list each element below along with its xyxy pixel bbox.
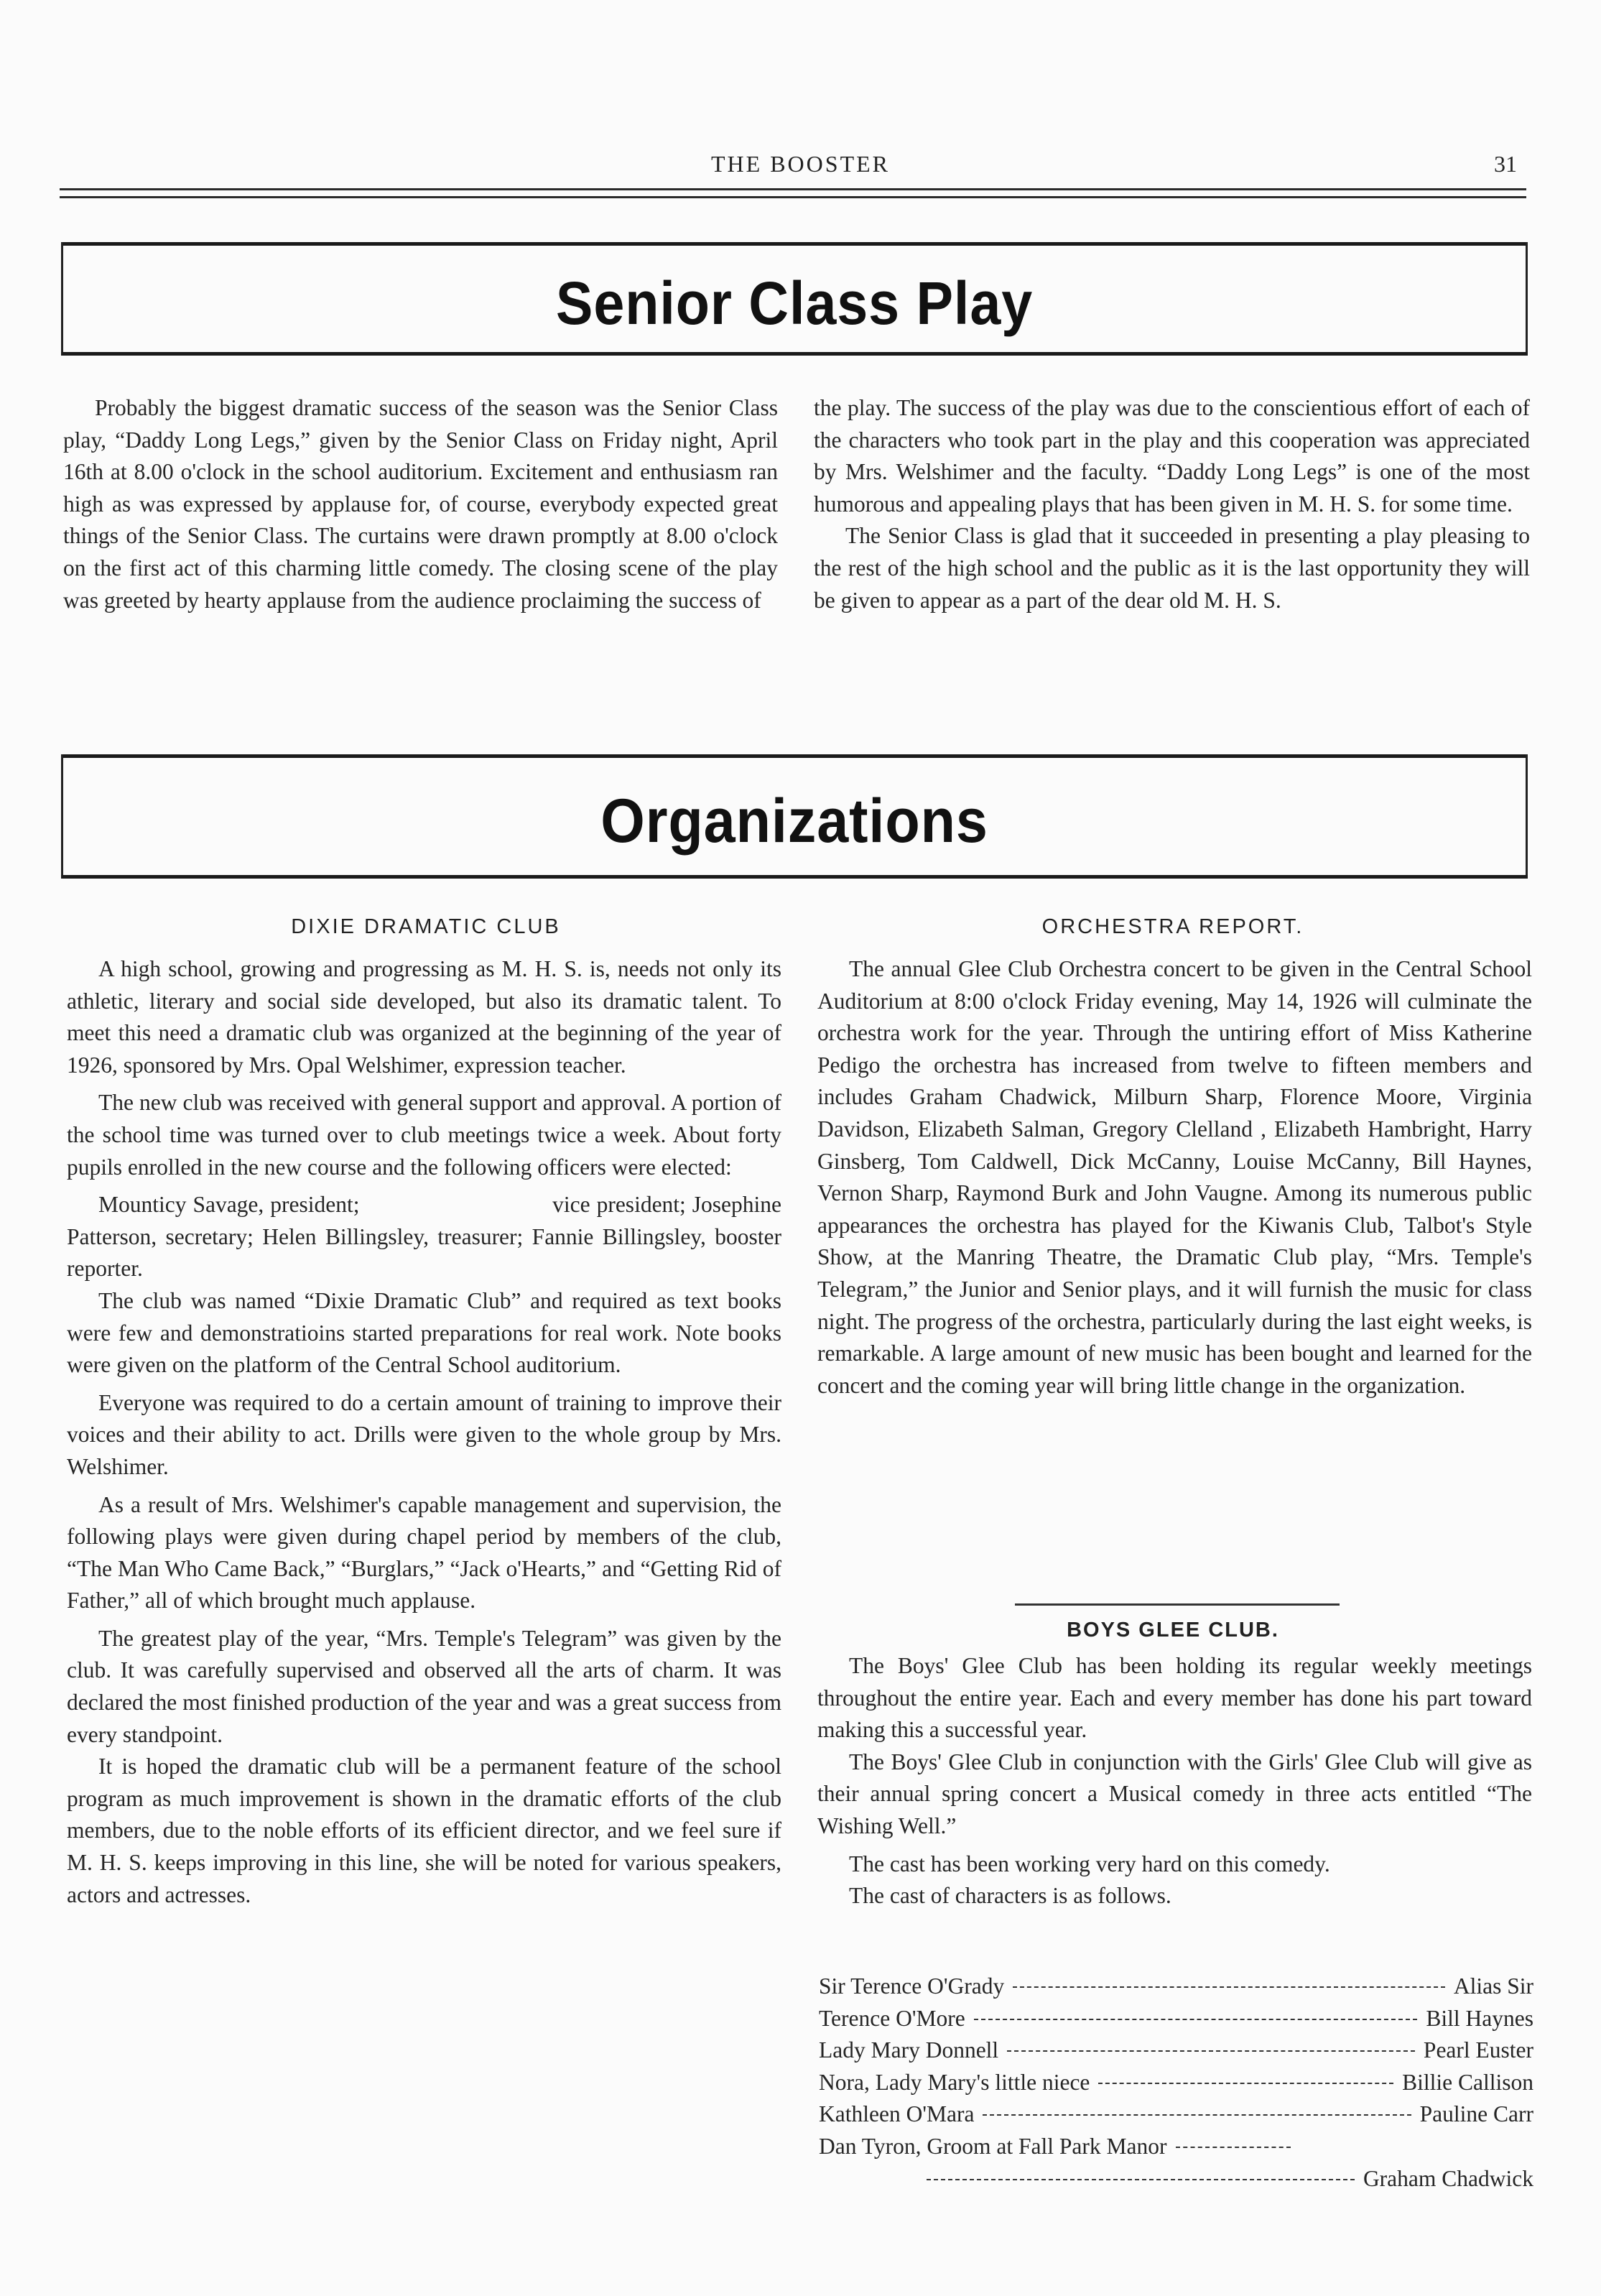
title-box-bottom-rule bbox=[61, 352, 1528, 356]
cast-actor: Billie Callison bbox=[1402, 2069, 1533, 2095]
cast-row bbox=[819, 2003, 1533, 2035]
cast-list bbox=[819, 1971, 1533, 2195]
title-box-top-rule bbox=[63, 242, 1526, 246]
cast-character: Lady Mary Donnell bbox=[819, 2037, 999, 2063]
club-paragraph: The greatest play of the year, “Mrs. Temple's Telegram” was given by the club. It was carefully supervised and observed all the arts of charm. It was declared the most finished production of the year and was a great success from every standpoint. bbox=[67, 1625, 781, 1747]
organizations-title: Organizations bbox=[600, 787, 988, 856]
club-paragraph: The club was named “Dixie Dramatic Club” and required as text books were few and demonstratioins started preparations for real work. Note books were given on the platform of the Central School auditorium. bbox=[67, 1287, 781, 1378]
club-paragraph: A high school, growing and progressing as M. H. S. is, needs not only its athletic, literary and social side developed, but also its dramatic talent. To meet this need a dramatic club was organized at the beginning of the year of 1926, sponsored by Mrs. Opal Welshimer, expression teacher. bbox=[67, 956, 781, 1078]
boys-glee-club-heading: BOYS GLEE CLUB. bbox=[1067, 1619, 1279, 1642]
cast-character: Nora, Lady Mary's little niece bbox=[819, 2069, 1090, 2095]
orchestra-report-text bbox=[817, 953, 1532, 1402]
cast-character: Sir Terence O'Grady bbox=[819, 1973, 1005, 1999]
glee-paragraph: The Boys' Glee Club in conjunction with the Girls' Glee Club will give as their annual spring concert a Musical comedy in three acts entitled “The Wishing Well.” bbox=[817, 1749, 1532, 1838]
cast-row bbox=[819, 2035, 1533, 2067]
cast-actor: Pauline Carr bbox=[1419, 2101, 1533, 2127]
boys-glee-club-text bbox=[817, 1650, 1532, 1912]
officers-paragraph: Mounticy Savage, president; vice president; Josephine Patterson, secretary; Helen Billingsley, treasurer; Fannie Billingsley, booster reporter. bbox=[67, 1192, 787, 1282]
senior-play-paragraph: the play. The success of the play was due to the conscientious effort of each of the characters who took part in the play and this cooperation was appreciated by Mrs. Welshimer and the faculty. “Daddy Long Legs” is one of the most humorous and appealing plays that has been given in M. H. S. for some time. bbox=[814, 395, 1530, 517]
senior-class-play-title-box bbox=[61, 242, 1528, 354]
header-rule-top bbox=[60, 188, 1526, 190]
leader-dots bbox=[974, 2019, 1418, 2020]
leader-dots bbox=[1007, 2050, 1415, 2052]
club-paragraph: The new club was received with general support and approval. A portion of the school time was turned over to club meetings twice a week. About forty pupils enrolled in the new course and the following officers were elected: bbox=[67, 1090, 781, 1180]
cast-actor: Graham Chadwick bbox=[1363, 2165, 1533, 2191]
leader-dots bbox=[927, 2179, 1355, 2180]
page-number: 31 bbox=[1494, 151, 1517, 177]
cast-row bbox=[819, 2098, 1533, 2131]
dixie-dramatic-club-heading: DIXIE DRAMATIC CLUB bbox=[291, 915, 561, 938]
cast-character: Dan Tyron, Groom at Fall Park Manor bbox=[819, 2133, 1167, 2159]
glee-paragraph: The cast of characters is as follows. bbox=[849, 1883, 1171, 1909]
glee-paragraph: The Boys' Glee Club has been holding its regular weekly meetings throughout the entire year. Each and every member has done his part toward making this a successful year. bbox=[817, 1653, 1532, 1743]
senior-play-paragraph: Probably the biggest dramatic success of the season was the Senior Class play, “Daddy Long Legs,” given by the Senior Class on Friday night, April 16th at 8.00 o'clock in the school auditorium. Excitement and enthusiasm ran high as was expressed by applause for, of course, everybody expected great things of the Senior Class. The curtains were drawn promptly at 8.00 o'clock on the first act of this charming little comedy. The closing scene of the play was greeted by hearty applause from the audience proclaiming the success of bbox=[63, 395, 778, 613]
cast-actor: Pearl Euster bbox=[1423, 2037, 1533, 2063]
senior-class-play-left-column bbox=[63, 392, 778, 616]
dixie-dramatic-club-text bbox=[67, 953, 787, 1911]
club-paragraph: Everyone was required to do a certain amount of training to improve their voices and their ability to act. Drills were given to the whole group by Mrs. Welshimer. bbox=[67, 1389, 781, 1479]
header-rule-bottom bbox=[60, 196, 1526, 198]
cast-row bbox=[819, 2163, 1533, 2195]
organizations-title-box bbox=[61, 754, 1528, 876]
leader-dots bbox=[983, 2114, 1411, 2116]
title-box-bottom-rule bbox=[61, 875, 1528, 879]
orchestra-report-heading: ORCHESTRA REPORT. bbox=[1041, 915, 1304, 938]
leader-dots bbox=[1176, 2147, 1291, 2148]
cast-row bbox=[819, 2067, 1533, 2099]
senior-play-paragraph: The Senior Class is glad that it succeeded in presenting a play pleasing to the rest of the high school and the public as it is the last opportunity they will be given to appear as a part of the dear old M. H. S. bbox=[814, 523, 1530, 613]
title-box-top-rule bbox=[63, 754, 1526, 758]
leader-dots bbox=[1098, 2083, 1393, 2084]
cast-character: Terence O'More bbox=[819, 2005, 965, 2031]
running-title: THE BOOSTER bbox=[711, 151, 890, 177]
section-separator bbox=[1015, 1603, 1340, 1606]
senior-class-play-title: Senior Class Play bbox=[555, 269, 1034, 337]
cast-character: Kathleen O'Mara bbox=[819, 2101, 975, 2127]
cast-actor: Bill Haynes bbox=[1426, 2005, 1533, 2031]
glee-paragraph: The cast has been working very hard on this comedy. bbox=[849, 1851, 1330, 1876]
senior-class-play-right-column bbox=[814, 392, 1530, 616]
cast-actor: Alias Sir bbox=[1453, 1973, 1533, 1999]
club-paragraph: It is hoped the dramatic club will be a permanent feature of the school program as much improvement is shown in the dramatic efforts of the club members, due to the noble efforts of its efficient director, and we feel sure if M. H. S. keeps improving in this line, she will be noted for various speakers, actors and actresses. bbox=[67, 1754, 781, 1907]
orchestra-paragraph: The annual Glee Club Orchestra concert to be given in the Central School Auditorium at 8:00 o'clock Friday evening, May 14, 1926 will culminate the orchestra work for the year. Through the untiring effort of Miss Katherine Pedigo the orchestra has increased from twelve to fifteen members and includes Graham Chadwick, Milburn Sharp, Florence Moore, Virginia Davidson, Elizabeth Salman, Gregory Clelland , Elizabeth Hambright, Harry Ginsberg, Tom Caldwell, Dick McCanny, Louise McCanny, Bill Haynes, Vernon Sharp, Raymond Burk and John Vaugne. Among its numerous public appearances the orchestra has played for the Kiwanis Club, Talbot's Style Show, at the Manring Theatre, the Dramatic Club play, “Mrs. Temple's Telegram,” the Junior and Senior plays, and it will furnish the music for class night. The progress of the orchestra, particularly during the last eight weeks, is remarkable. A large amount of new music has been bought and learned for the concert and the coming year will bring little change in the organization. bbox=[817, 956, 1532, 1398]
cast-row bbox=[819, 1971, 1533, 2003]
cast-row bbox=[819, 2131, 1533, 2163]
club-paragraph: As a result of Mrs. Welshimer's capable management and supervision, the following plays were given during chapel period by members of the club, “The Man Who Came Back,” “Burglars,” “Jack o'Hearts,” and “Getting Rid of Father,” all of which brought much applause. bbox=[67, 1491, 781, 1614]
leader-dots bbox=[1013, 1986, 1445, 1988]
